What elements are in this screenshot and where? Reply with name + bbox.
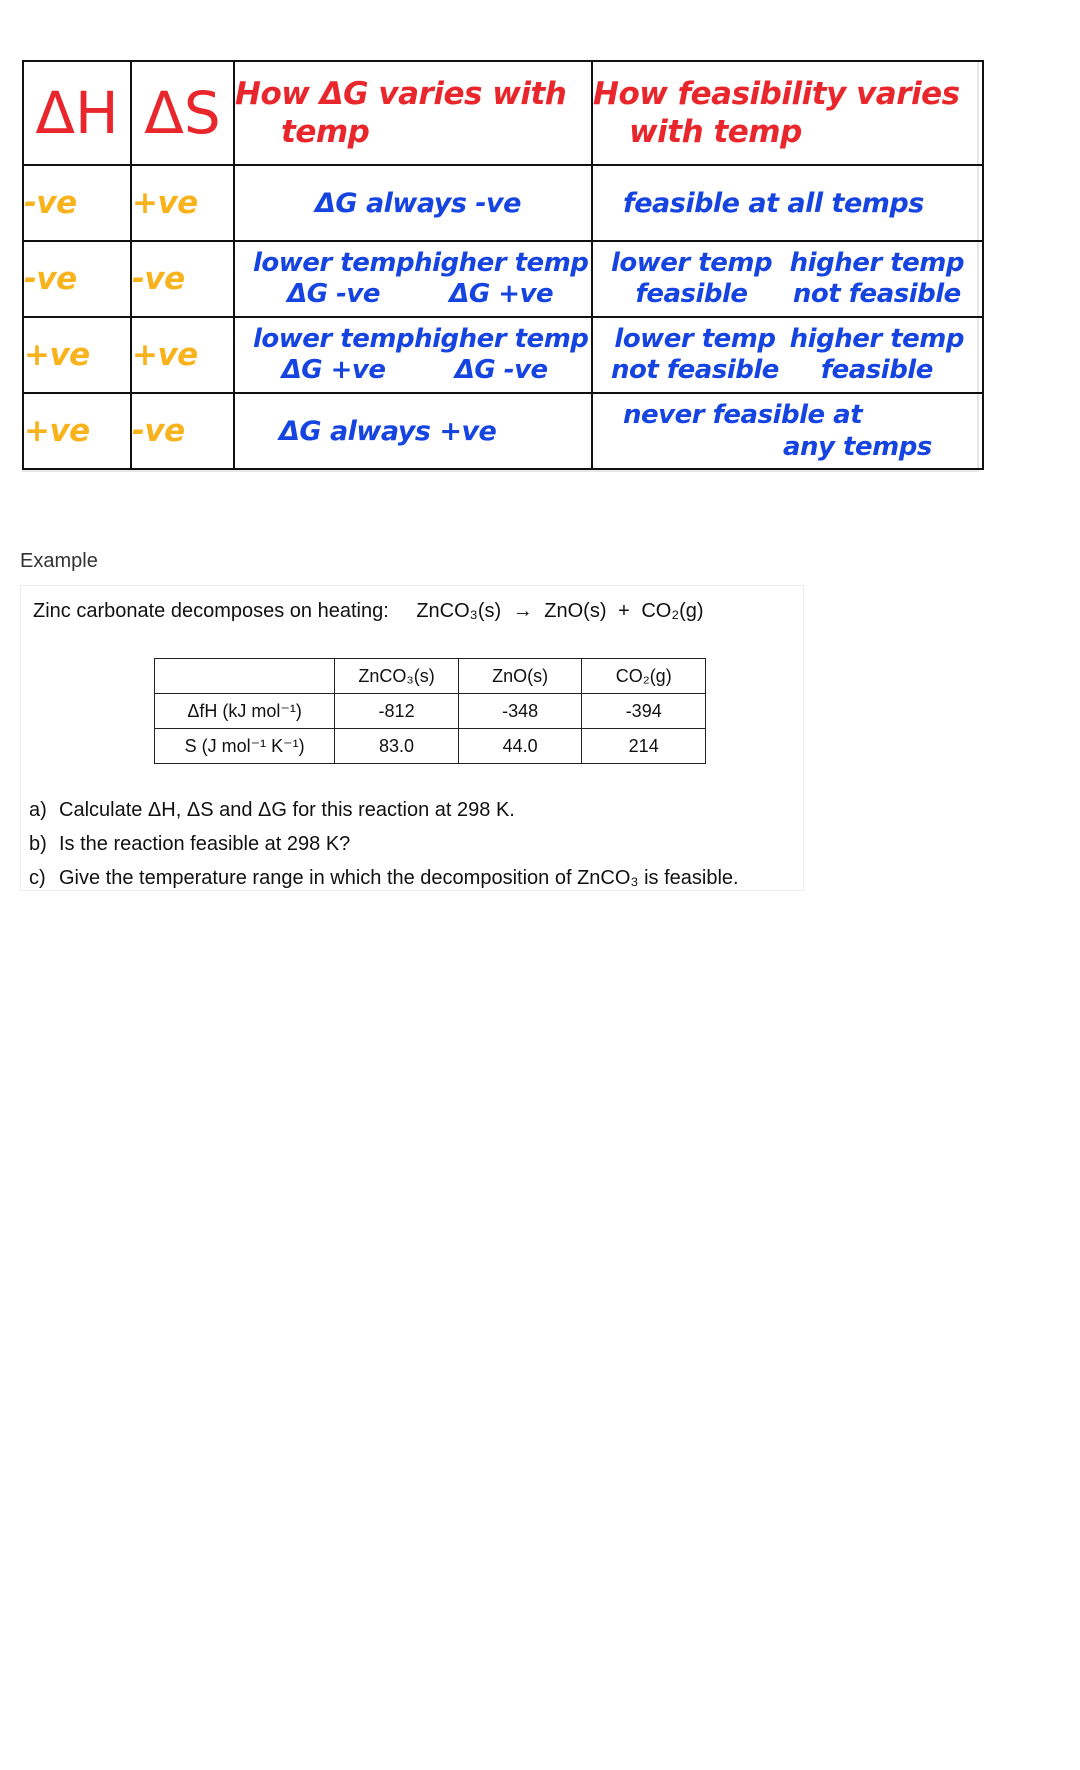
dg-lower-temp-value: ΔG -ve <box>287 279 380 309</box>
summary-row <box>23 317 983 393</box>
delta-h-sign: -ve <box>23 165 131 241</box>
dg-variation-header <box>234 61 592 165</box>
dg-higher-temp-value: ΔG -ve <box>454 355 548 385</box>
question-label: b) <box>29 833 47 855</box>
dg-header-line1: How ΔG varies with <box>235 76 567 112</box>
feas-lower-temp-label: lower temp <box>611 248 773 278</box>
column-header: ZnO(s) <box>458 659 582 694</box>
product-zno: ZnO(s) <box>544 600 607 622</box>
feasibility-behaviour <box>592 393 983 469</box>
table-cell: -348 <box>458 694 582 729</box>
question-text: Give the temperature range in which the decomposition of ZnCO₃ is feasible. <box>59 867 739 889</box>
feas-lower-temp-label: lower temp <box>614 324 776 354</box>
dg-behaviour <box>234 241 592 317</box>
column-header: ZnCO₃(s) <box>335 659 459 694</box>
summary-header-row <box>23 61 983 165</box>
dg-higher-temp-label: higher temp <box>414 248 589 278</box>
dg-lower-temp-value: ΔG +ve <box>281 355 386 385</box>
question-item <box>29 793 739 827</box>
table-cell: 83.0 <box>335 729 459 764</box>
thermo-header-row <box>155 659 706 694</box>
delta-h-sign: +ve <box>23 393 131 469</box>
delta-h-header: ΔH <box>23 61 131 165</box>
product-co2: CO₂(g) <box>641 600 704 622</box>
dg-behaviour: ΔG always +ve <box>234 393 592 469</box>
feas-higher-temp <box>790 248 964 310</box>
dg-behaviour <box>234 317 592 393</box>
delta-h-sign: +ve <box>23 317 131 393</box>
reaction-intro: Zinc carbonate decomposes on heating: <box>33 600 389 622</box>
dg-lower-temp-label: lower temp <box>253 248 415 278</box>
plus-sign: + <box>618 600 630 622</box>
table-cell: -812 <box>335 694 459 729</box>
dg-higher-temp <box>414 324 588 386</box>
feas-header-line1: How feasibility varies <box>593 76 960 112</box>
question-text: Calculate ΔH, ΔS and ΔG for this reaction at 298 K. <box>59 799 515 821</box>
thermo-data-table <box>154 658 706 764</box>
delta-s-sign: +ve <box>131 165 234 241</box>
reaction-equation <box>416 600 703 622</box>
row-label: ΔfH (kJ mol⁻¹) <box>155 694 335 729</box>
question-label: c) <box>29 867 46 889</box>
question-list <box>29 793 739 895</box>
feas-higher-temp-value: feasible <box>820 355 933 385</box>
feasibility-header <box>592 61 983 165</box>
delta-s-sign: -ve <box>131 393 234 469</box>
dg-lower-temp <box>253 248 414 310</box>
table-cell: -394 <box>582 694 706 729</box>
gibbs-summary-table <box>22 60 984 470</box>
dg-higher-temp <box>414 248 588 310</box>
column-header <box>155 659 335 694</box>
summary-row <box>23 241 983 317</box>
feas-lower-temp-value: feasible <box>635 279 748 309</box>
reaction-statement <box>33 600 704 623</box>
question-label: a) <box>29 799 47 821</box>
feas-header-line2: with temp <box>629 114 802 150</box>
delta-s-sign: +ve <box>131 317 234 393</box>
gibbs-summary-table-container <box>22 60 979 472</box>
dg-higher-temp-value: ΔG +ve <box>449 279 554 309</box>
feas-line1: never feasible at <box>623 400 863 430</box>
example-heading: Example <box>20 550 98 572</box>
dg-lower-temp-label: lower temp <box>253 324 415 354</box>
reaction-arrow: → <box>512 600 533 622</box>
delta-s-sign: -ve <box>131 241 234 317</box>
feas-lower-temp <box>611 248 772 310</box>
feas-higher-temp-label: higher temp <box>789 248 964 278</box>
table-cell: 44.0 <box>458 729 582 764</box>
feasibility-behaviour <box>592 317 983 393</box>
dg-lower-temp <box>253 324 414 386</box>
dg-header-line2: temp <box>281 114 370 150</box>
feas-lower-temp-value: not feasible <box>611 355 779 385</box>
feas-higher-temp-value: not feasible <box>792 279 961 309</box>
question-item <box>29 861 739 895</box>
example-box <box>20 585 804 891</box>
dg-higher-temp-label: higher temp <box>414 324 589 354</box>
summary-row <box>23 165 983 241</box>
table-cell: 214 <box>582 729 706 764</box>
column-header: CO₂(g) <box>582 659 706 694</box>
feas-higher-temp-label: higher temp <box>789 324 964 354</box>
feas-line2: any temps <box>783 432 932 462</box>
feas-higher-temp <box>790 324 964 386</box>
question-item <box>29 827 739 861</box>
summary-row <box>23 393 983 469</box>
table-row <box>155 694 706 729</box>
feas-lower-temp <box>611 324 779 386</box>
row-label: S (J mol⁻¹ K⁻¹) <box>155 729 335 764</box>
feasibility-behaviour <box>592 241 983 317</box>
reactant: ZnCO₃(s) <box>416 600 502 622</box>
feasibility-behaviour: feasible at all temps <box>592 165 983 241</box>
table-row <box>155 729 706 764</box>
dg-behaviour: ΔG always -ve <box>234 165 592 241</box>
delta-h-sign: -ve <box>23 241 131 317</box>
question-text: Is the reaction feasible at 298 K? <box>59 833 351 855</box>
delta-s-header: ΔS <box>131 61 234 165</box>
